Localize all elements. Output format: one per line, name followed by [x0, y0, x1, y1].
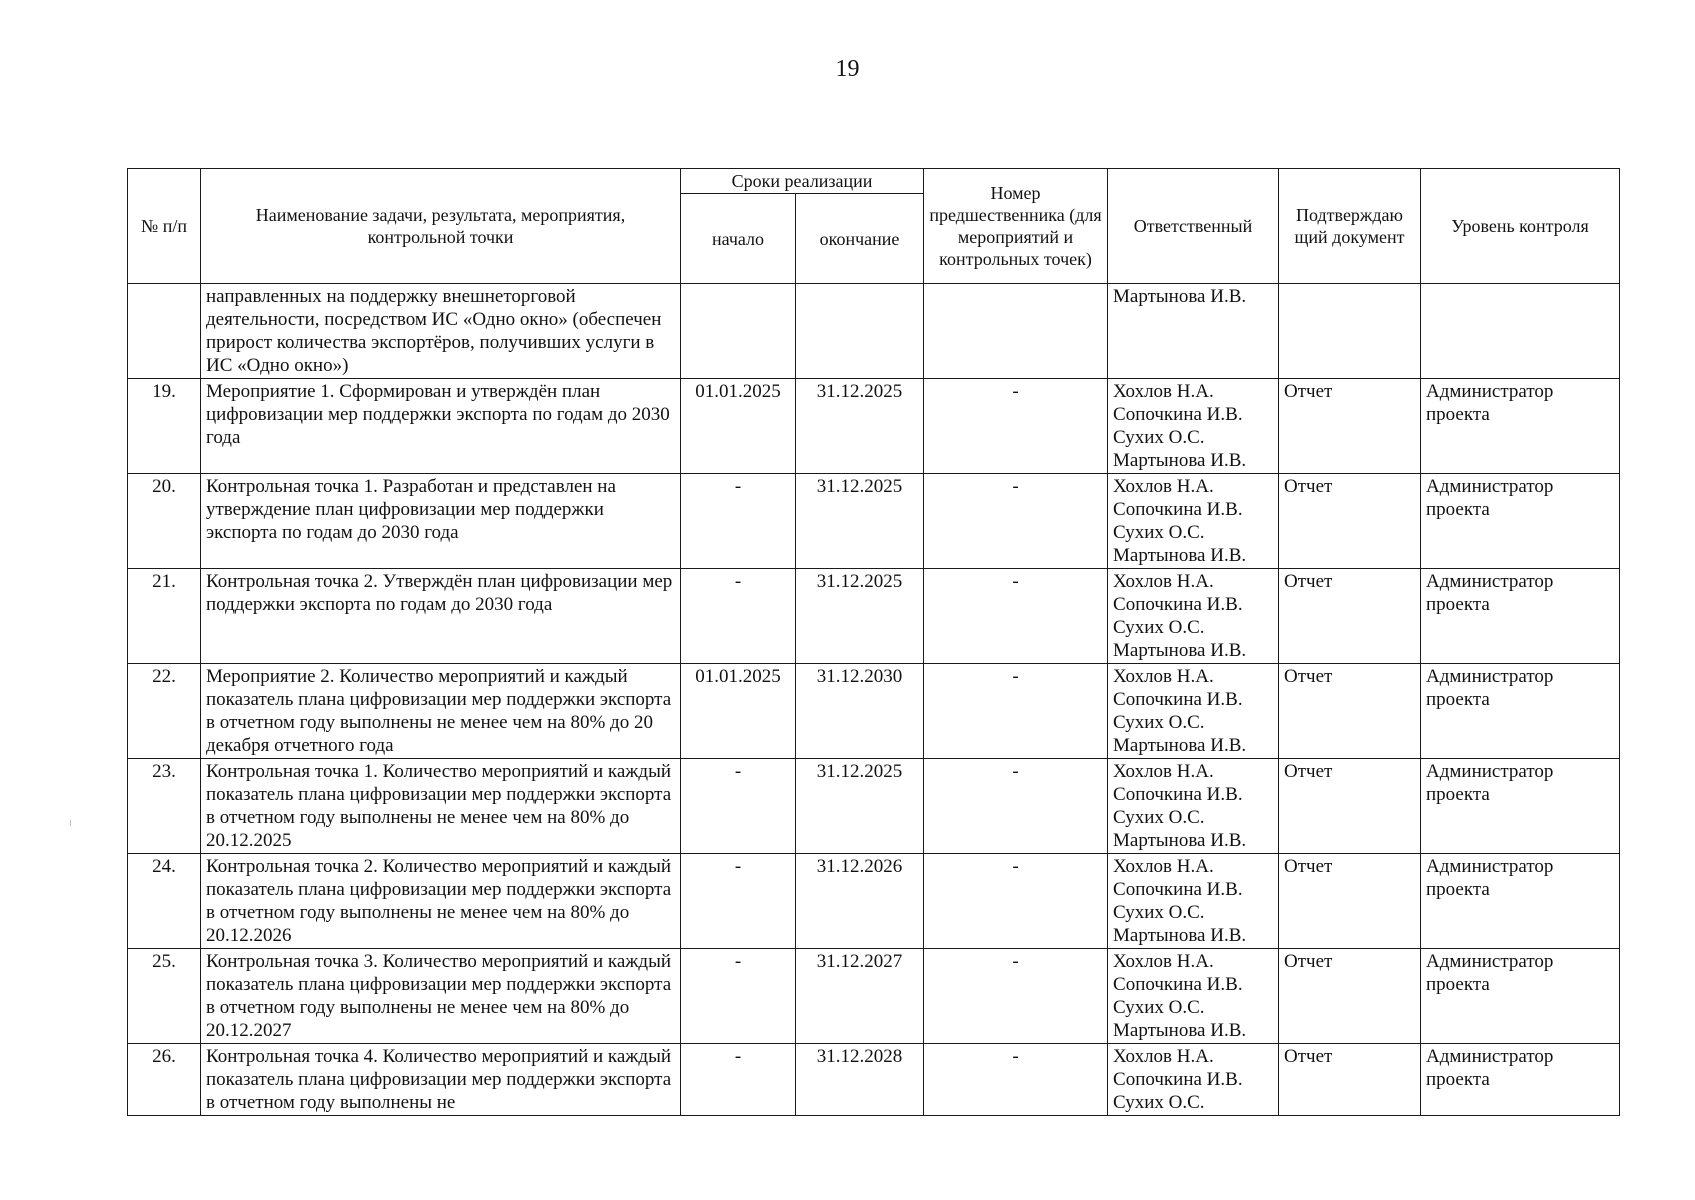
table-row	[128, 474, 1620, 569]
row-control	[1421, 284, 1620, 379]
row-doc: Отчет	[1279, 569, 1421, 664]
row-responsible	[1108, 1044, 1279, 1116]
row-name: направленных на поддержку внешнеторговой деятельности, посредством ИС «Одно окно» (обеспечен прирост количества экспортёров, получивших услуги в ИС «Одно окно»)	[201, 284, 681, 379]
responsible-person: Хохлов Н.А.	[1113, 666, 1214, 687]
header-predecessor: Номер предшественника (для мероприятий и контрольных точек)	[924, 169, 1108, 284]
row-num: 21.	[128, 569, 201, 664]
header-responsible: Ответственный	[1108, 169, 1279, 284]
row-control: Администратор проекта	[1421, 1044, 1620, 1116]
responsible-person: Мартынова И.В.	[1113, 1020, 1247, 1041]
header-end: окончание	[796, 194, 924, 284]
row-responsible	[1108, 569, 1279, 664]
responsible-person: Хохлов Н.А.	[1113, 951, 1214, 972]
row-start: -	[681, 759, 796, 854]
responsible-person: Мартынова И.В.	[1113, 286, 1247, 307]
row-responsible	[1108, 854, 1279, 949]
row-doc: Отчет	[1279, 474, 1421, 569]
row-start: -	[681, 474, 796, 569]
row-predecessor	[924, 284, 1108, 379]
responsible-person: Сухих О.С.	[1113, 1092, 1205, 1113]
row-responsible	[1108, 474, 1279, 569]
table-row	[128, 949, 1620, 1044]
responsible-person: Сухих О.С.	[1113, 522, 1205, 543]
row-start: 01.01.2025	[681, 664, 796, 759]
row-predecessor: -	[924, 664, 1108, 759]
table-row	[128, 664, 1620, 759]
responsible-person: Сопочкина И.В.	[1113, 784, 1243, 805]
responsible-person: Сопочкина И.В.	[1113, 404, 1243, 425]
table-row	[128, 759, 1620, 854]
row-predecessor: -	[924, 949, 1108, 1044]
responsible-person: Сопочкина И.В.	[1113, 689, 1243, 710]
table-body	[128, 284, 1620, 1116]
row-end: 31.12.2025	[796, 379, 924, 474]
row-name: Контрольная точка 1. Количество мероприятий и каждый показатель плана цифровизации мер поддержки экспорта в отчетном году выполнены не менее чем на 80% до 20.12.2025	[201, 759, 681, 854]
responsible-person: Сопочкина И.В.	[1113, 499, 1243, 520]
page-number: 19	[835, 56, 860, 82]
row-predecessor: -	[924, 759, 1108, 854]
responsible-person: Хохлов Н.А.	[1113, 1046, 1214, 1067]
row-name: Мероприятие 1. Сформирован и утверждён план цифровизации мер поддержки экспорта по годам до 2030 года	[201, 379, 681, 474]
responsible-person: Мартынова И.В.	[1113, 450, 1247, 471]
row-num: 22.	[128, 664, 201, 759]
row-control: Администратор проекта	[1421, 664, 1620, 759]
responsible-person: Мартынова И.В.	[1113, 925, 1247, 946]
responsible-person: Хохлов Н.А.	[1113, 761, 1214, 782]
table-row	[128, 1044, 1620, 1116]
row-end: 31.12.2025	[796, 474, 924, 569]
row-start: 01.01.2025	[681, 379, 796, 474]
responsible-person: Хохлов Н.А.	[1113, 571, 1214, 592]
header-name: Наименование задачи, результата, мероприятия, контрольной точки	[201, 169, 681, 284]
header-start: начало	[681, 194, 796, 284]
table-row	[128, 284, 1620, 379]
responsible-person: Сопочкина И.В.	[1113, 879, 1243, 900]
row-num: 24.	[128, 854, 201, 949]
responsible-person: Сухих О.С.	[1113, 712, 1205, 733]
row-name: Контрольная точка 1. Разработан и представлен на утверждение план цифровизации мер поддержки экспорта по годам до 2030 года	[201, 474, 681, 569]
table-row	[128, 854, 1620, 949]
row-end: 31.12.2030	[796, 664, 924, 759]
row-control: Администратор проекта	[1421, 379, 1620, 474]
plan-table	[127, 168, 1620, 1116]
responsible-person: Мартынова И.В.	[1113, 640, 1247, 661]
row-num: 26.	[128, 1044, 201, 1116]
row-num: 23.	[128, 759, 201, 854]
table-row	[128, 379, 1620, 474]
header-control: Уровень контроля	[1421, 169, 1620, 284]
row-end	[796, 284, 924, 379]
responsible-person: Сухих О.С.	[1113, 427, 1205, 448]
table-row	[128, 569, 1620, 664]
row-name: Контрольная точка 3. Количество мероприятий и каждый показатель плана цифровизации мер поддержки экспорта в отчетном году выполнены не менее чем на 80% до 20.12.2027	[201, 949, 681, 1044]
row-start: -	[681, 854, 796, 949]
row-start: -	[681, 569, 796, 664]
responsible-person: Сухих О.С.	[1113, 997, 1205, 1018]
row-num	[128, 284, 201, 379]
row-doc	[1279, 284, 1421, 379]
header-row	[128, 169, 1620, 194]
responsible-person: Мартынова И.В.	[1113, 735, 1247, 756]
row-name: Контрольная точка 2. Количество мероприятий и каждый показатель плана цифровизации мер поддержки экспорта в отчетном году выполнены не менее чем на 80% до 20.12.2026	[201, 854, 681, 949]
row-responsible	[1108, 759, 1279, 854]
header-doc: Подтверждаю щий документ	[1279, 169, 1421, 284]
row-predecessor: -	[924, 379, 1108, 474]
responsible-person: Мартынова И.В.	[1113, 830, 1247, 851]
row-end: 31.12.2026	[796, 854, 924, 949]
header-terms-group: Сроки реализации	[681, 169, 924, 194]
row-start: -	[681, 1044, 796, 1116]
row-name: Контрольная точка 4. Количество мероприятий и каждый показатель плана цифровизации мер поддержки экспорта в отчетном году выполнены не	[201, 1044, 681, 1116]
responsible-person: Сухих О.С.	[1113, 617, 1205, 638]
responsible-person: Хохлов Н.А.	[1113, 381, 1214, 402]
responsible-person: Сопочкина И.В.	[1113, 1069, 1243, 1090]
row-responsible	[1108, 284, 1279, 379]
row-control: Администратор проекта	[1421, 569, 1620, 664]
row-num: 25.	[128, 949, 201, 1044]
row-responsible	[1108, 664, 1279, 759]
row-responsible	[1108, 379, 1279, 474]
row-end: 31.12.2025	[796, 759, 924, 854]
row-end: 31.12.2028	[796, 1044, 924, 1116]
responsible-person: Сопочкина И.В.	[1113, 974, 1243, 995]
responsible-person: Сухих О.С.	[1113, 902, 1205, 923]
row-num: 20.	[128, 474, 201, 569]
responsible-person: Хохлов Н.А.	[1113, 856, 1214, 877]
row-control: Администратор проекта	[1421, 759, 1620, 854]
row-name: Контрольная точка 2. Утверждён план цифровизации мер поддержки экспорта по годам до 2030 года	[201, 569, 681, 664]
row-end: 31.12.2027	[796, 949, 924, 1044]
row-predecessor: -	[924, 1044, 1108, 1116]
responsible-person: Сопочкина И.В.	[1113, 594, 1243, 615]
row-responsible	[1108, 949, 1279, 1044]
responsible-person: Хохлов Н.А.	[1113, 476, 1214, 497]
row-start	[681, 284, 796, 379]
row-control: Администратор проекта	[1421, 949, 1620, 1044]
row-control: Администратор проекта	[1421, 854, 1620, 949]
row-start: -	[681, 949, 796, 1044]
row-doc: Отчет	[1279, 854, 1421, 949]
responsible-person: Мартынова И.В.	[1113, 545, 1247, 566]
row-doc: Отчет	[1279, 759, 1421, 854]
row-doc: Отчет	[1279, 664, 1421, 759]
row-predecessor: -	[924, 569, 1108, 664]
row-name: Мероприятие 2. Количество мероприятий и каждый показатель плана цифровизации мер поддержки экспорта в отчетном году выполнены не менее чем на 80% до 20 декабря отчетного года	[201, 664, 681, 759]
row-control: Администратор проекта	[1421, 474, 1620, 569]
scan-mark	[70, 820, 71, 826]
row-doc: Отчет	[1279, 949, 1421, 1044]
row-predecessor: -	[924, 854, 1108, 949]
row-predecessor: -	[924, 474, 1108, 569]
header-num: № п/п	[128, 169, 201, 284]
row-num: 19.	[128, 379, 201, 474]
row-doc: Отчет	[1279, 1044, 1421, 1116]
responsible-person: Сухих О.С.	[1113, 807, 1205, 828]
row-doc: Отчет	[1279, 379, 1421, 474]
row-end: 31.12.2025	[796, 569, 924, 664]
